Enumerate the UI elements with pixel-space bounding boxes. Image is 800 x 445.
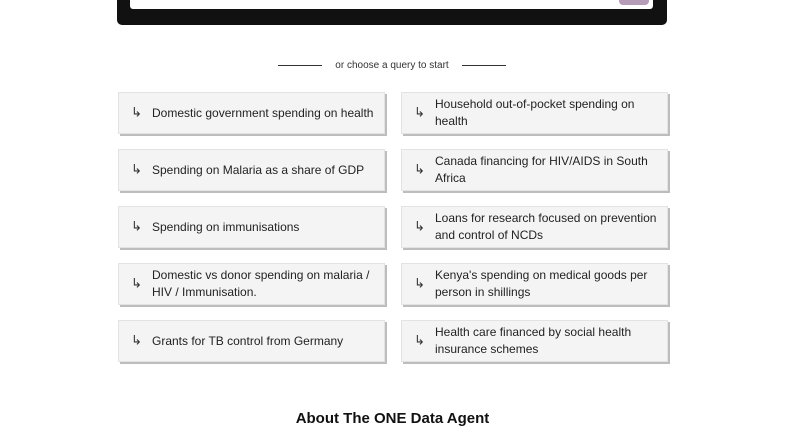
arrow-return-icon: ↳ (414, 276, 425, 292)
query-card[interactable] (401, 263, 668, 305)
query-card[interactable] (401, 206, 668, 248)
query-label: Household out-of-pocket spending on health (435, 97, 635, 128)
query-label: Loans for research focused on prevention and control of NCDs (435, 211, 657, 242)
query-label: Grants for TB control from Germany (152, 333, 344, 348)
divider-line-left (278, 65, 322, 66)
query-label: Domestic vs donor spending on malaria / HIV / Immunisation. (152, 268, 370, 299)
query-label: Spending on Malaria as a share of GDP (152, 162, 365, 177)
arrow-return-icon: ↳ (414, 105, 425, 121)
arrow-return-icon: ↳ (131, 333, 142, 349)
query-card[interactable] (118, 149, 385, 191)
query-card[interactable] (118, 206, 385, 248)
query-label: Canada financing for HIV/AIDS in South Africa (435, 154, 648, 185)
arrow-return-icon: ↳ (131, 105, 142, 121)
query-label: Spending on immunisations (152, 219, 300, 234)
arrow-return-icon: ↳ (131, 219, 142, 235)
query-divider (278, 57, 506, 73)
query-label: Health care financed by social health insurance schemes (435, 325, 632, 356)
divider-text: or choose a query to start (335, 59, 449, 71)
arrow-return-icon: ↳ (414, 333, 425, 349)
query-label: Kenya's spending on medical goods per person in shillings (435, 268, 648, 299)
divider-line-right (462, 65, 506, 66)
search-input[interactable] (130, 0, 653, 9)
arrow-return-icon: ↳ (131, 162, 142, 178)
search-box (117, 0, 667, 25)
query-label: Domestic government spending on health (152, 105, 374, 120)
query-card[interactable] (401, 320, 668, 362)
arrow-return-icon: ↳ (414, 162, 425, 178)
arrow-return-icon: ↳ (131, 276, 142, 292)
query-grid (118, 92, 669, 362)
query-card[interactable] (401, 92, 668, 134)
query-card[interactable] (118, 263, 385, 305)
query-card[interactable] (118, 92, 385, 134)
arrow-return-icon: ↳ (414, 219, 425, 235)
query-card[interactable] (401, 149, 668, 191)
about-heading: About The ONE Data Agent (295, 410, 490, 427)
send-button[interactable] (619, 0, 649, 5)
query-card[interactable] (118, 320, 385, 362)
